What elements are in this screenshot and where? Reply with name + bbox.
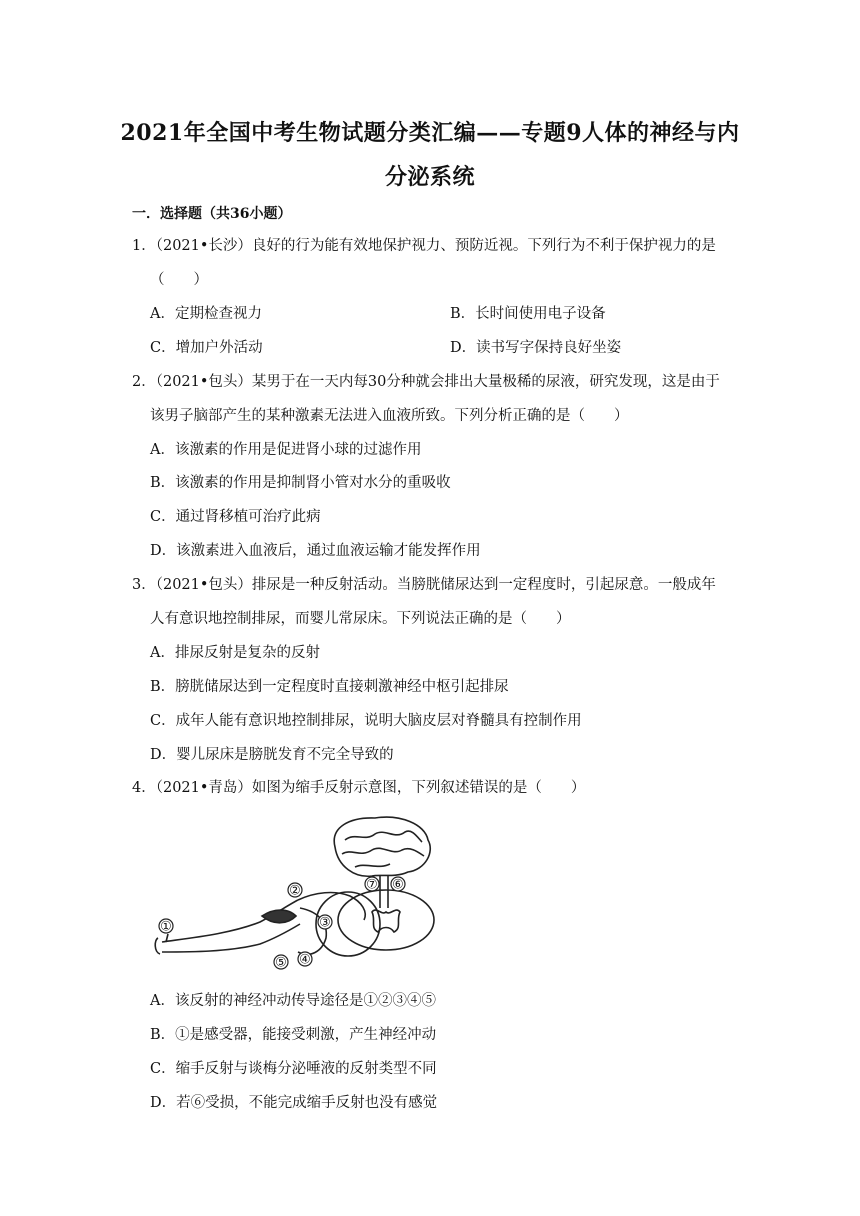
label-6: ⑥	[392, 877, 404, 893]
question-3-option-c: C．成年人能有意识地控制排尿，说明大脑皮层对脊髓具有控制作用	[150, 713, 582, 729]
label-4: ④	[299, 952, 311, 968]
question-3-option-a: A．排尿反射是复杂的反射	[150, 645, 320, 661]
question-4-option-b: B．①是感受器，能接受刺激，产生神经冲动	[150, 1027, 437, 1043]
label-1: ①	[160, 919, 172, 935]
label-7: ⑦	[366, 877, 378, 893]
reflex-arc-diagram	[150, 812, 440, 972]
question-1-option-c: C．增加户外活动	[150, 340, 263, 356]
question-1-stem: 1．（2021•长沙）良好的行为能有效地保护视力、预防近视。下列行为不利于保护视力的是	[132, 238, 716, 254]
question-2-option-d: D．该激素进入血液后，通过血液运输才能发挥作用	[150, 543, 481, 559]
question-1-stem-cont: （ ）	[150, 272, 208, 288]
label-2: ②	[289, 883, 301, 899]
question-2-option-b: B．该激素的作用是抑制肾小管对水分的重吸收	[150, 475, 451, 491]
page-title-line-2: 分泌系统	[384, 164, 475, 190]
label-5: ⑤	[275, 955, 287, 971]
section-heading: 一．选择题（共36小题）	[132, 206, 292, 222]
question-2-option-c: C．通过肾移植可治疗此病	[150, 509, 321, 525]
page-title-line-1: 2021年全国中考生物试题分类汇编——专题9人体的神经与内	[120, 120, 740, 146]
question-2-stem-cont: 该男子脑部产生的某种激素无法进入血液所致。下列分析正确的是（ ）	[150, 408, 629, 424]
question-4-option-c: C．缩手反射与谈梅分泌唾液的反射类型不同	[150, 1061, 437, 1077]
question-3-option-d: D．婴儿尿床是膀胱发育不完全导致的	[150, 747, 394, 763]
question-4-option-a: A．该反射的神经冲动传导途径是①②③④⑤	[150, 993, 436, 1009]
brain-shape	[334, 817, 430, 876]
spinal-cord-section	[338, 890, 434, 950]
question-2-option-a: A．该激素的作用是促进肾小球的过滤作用	[150, 442, 422, 458]
question-4-option-d: D．若⑥受损，不能完成缩手反射也没有感觉	[150, 1095, 438, 1111]
question-1-option-b: B．长时间使用电子设备	[450, 306, 606, 322]
question-1-option-d: D．读书写字保持良好坐姿	[450, 340, 622, 356]
question-2-stem: 2．（2021•包头）某男于在一天内每30分种就会排出大量极稀的尿液，研究发现，这是由于	[132, 374, 720, 390]
label-3: ③	[319, 915, 331, 931]
question-3-stem-cont: 人有意识地控制排尿，而婴儿常尿床。下列说法正确的是（ ）	[150, 611, 571, 627]
question-4-stem: 4．（2021•青岛）如图为缩手反射示意图，下列叙述错误的是（ ）	[132, 780, 586, 796]
question-1-option-a: A．定期检查视力	[150, 306, 262, 322]
question-3-stem: 3．（2021•包头）排尿是一种反射活动。当膀胱储尿达到一定程度时，引起尿意。一般成年	[132, 577, 716, 593]
question-3-option-b: B．膀胱储尿达到一定程度时直接刺激神经中枢引起排尿	[150, 679, 509, 695]
